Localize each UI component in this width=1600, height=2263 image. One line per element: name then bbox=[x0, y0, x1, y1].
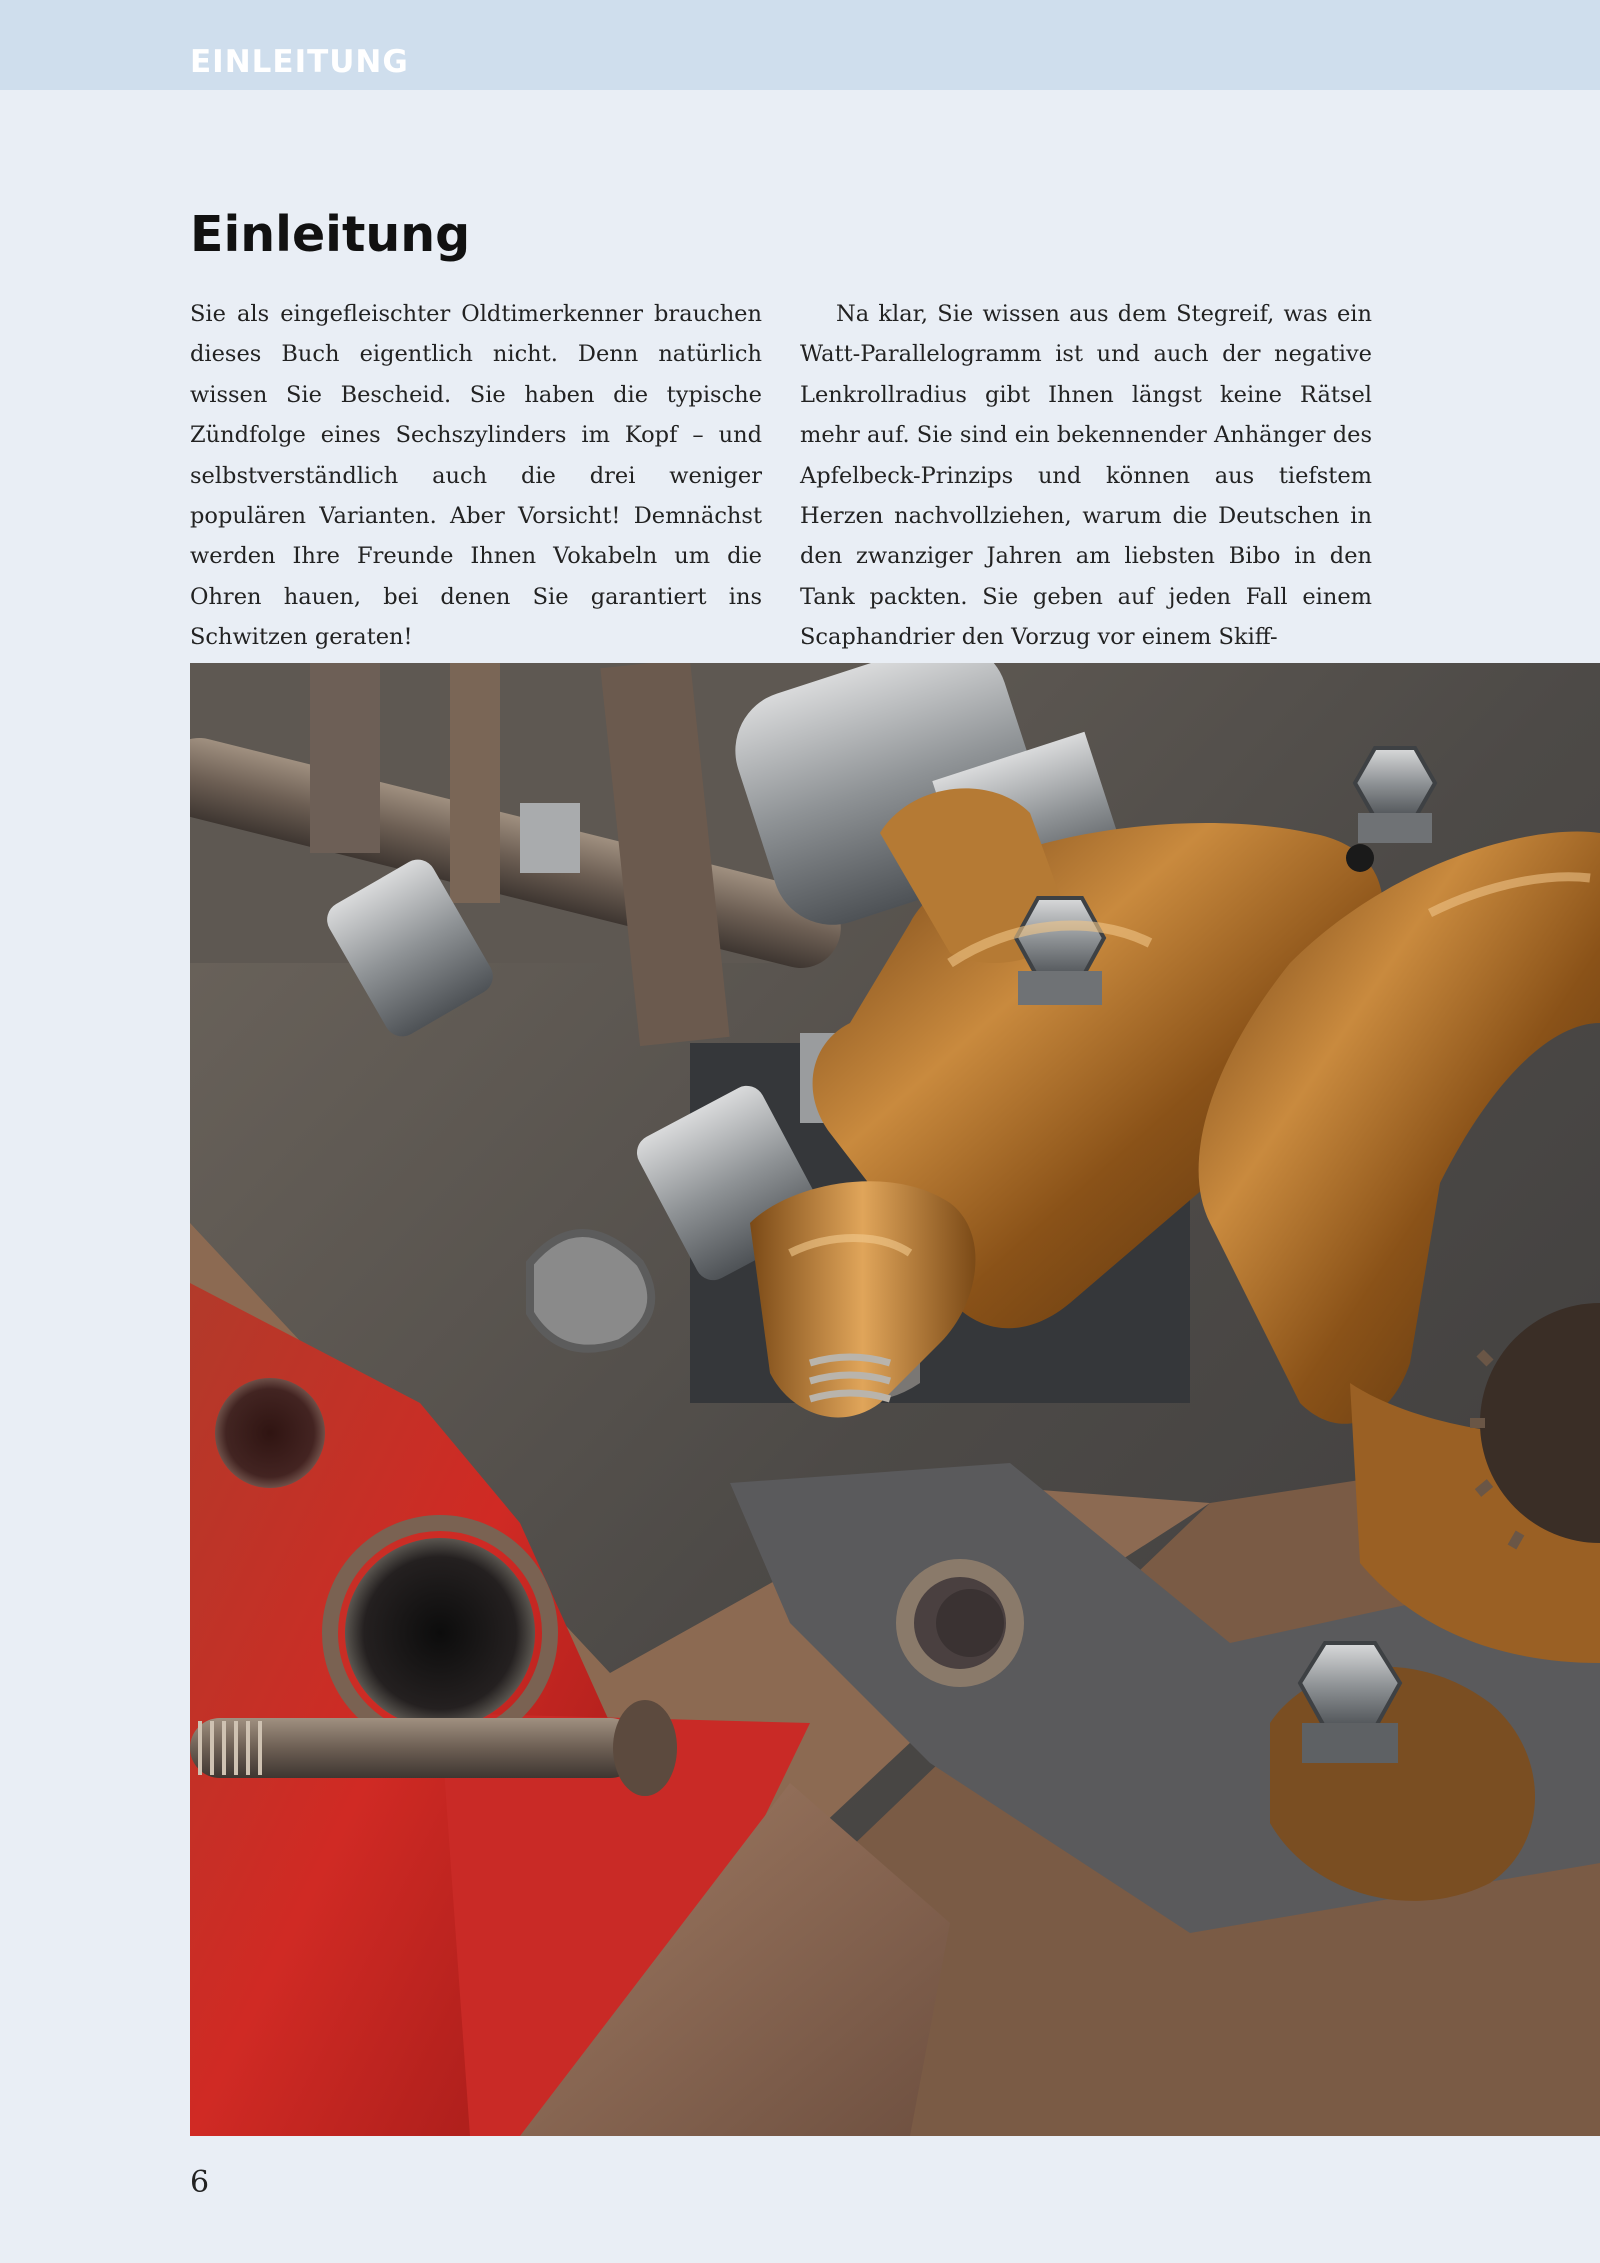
running-head: EINLEITUNG bbox=[190, 44, 409, 80]
engine-photo bbox=[190, 663, 1600, 2136]
page-title: Einleitung bbox=[190, 206, 471, 263]
intro-paragraph-right: Na klar, Sie wissen aus dem Stegreif, was ein Watt-Parallelogramm ist und auch der negative Lenkrollradius gibt Ihnen längst keine Rätsel mehr auf. Sie sind ein bekennender Anhänger des Apfelbeck-Prinzips und können aus tiefstem Herzen nachvollziehen, warum die Deutschen in den zwanziger Jahren am liebsten Bibo in den Tank packten. Sie geben auf jeden Fall einem Scaphandrier den Vorzug vor einem Skiff- bbox=[800, 301, 1372, 651]
page-number: 6 bbox=[190, 2165, 210, 2200]
intro-paragraph-left: Sie als eingefleischter Oldtimerkenner brauchen dieses Buch eigentlich nicht. Denn natürlich wissen Sie Bescheid. Sie haben die typische Zündfolge eines Sechszylinders im Kopf – und selbstverständlich auch die drei weniger populären Varianten. Aber Vorsicht! Demnächst werden Ihre Freunde Ihnen Vokabeln um die Ohren hauen, bei denen Sie garantiert ins Schwitzen geraten! bbox=[190, 301, 762, 651]
